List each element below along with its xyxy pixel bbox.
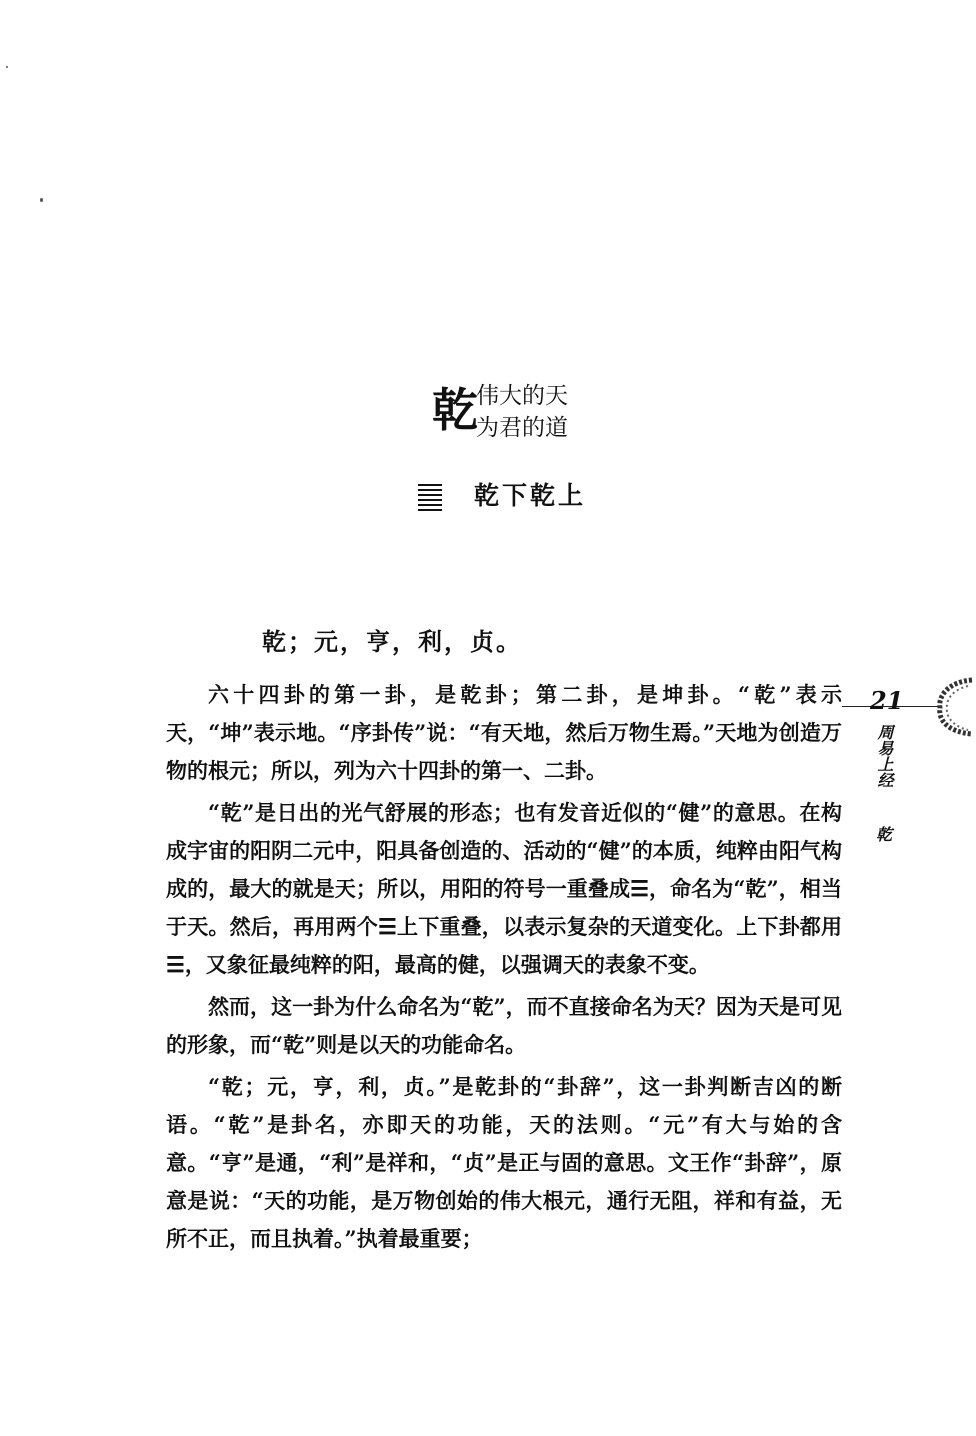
paragraph: 六十四卦的第一卦，是乾卦；第二卦，是坤卦。“乾”表示天，“坤”表示地。“序卦传”说：“有天地，然后万物生焉。”天地为创造万物的根元；所以，列为六十四卦的第一、二卦。 <box>166 682 842 783</box>
paragraph: “乾”是日出的光气舒展的形态；也有发音近似的“健”的意思。在构成宇宙的阳阴二元中，阳具备创造的、活动的“健”的本质，纯粹由阳气构成的，最大的就是天；所以，用阳的符号一重叠成☰，命名为“乾”，相当于天。然后，再用两个☰上下重叠，以表示复杂的天道变化。上下卦都用☰，又象征最纯粹的阳，最高的健，以强调天的表象不变。 <box>166 800 842 977</box>
chapter-subtitle-line-2: 为君的道 <box>476 415 568 441</box>
bracket-ornament-icon <box>922 676 976 738</box>
hexagram-symbol-icon <box>418 484 442 508</box>
paragraph: “乾；元，亨，利，贞。”是乾卦的“卦辞”，这一卦判断吉凶的断语。“乾”是卦名，亦即天的功能，天的法则。“元”有大与始的含意。“亨”是通，“利”是祥和，“贞”是正与固的意思。文王作“卦辞”，原意是说：“天的功能，是万物创始的伟大根元，通行无阻，祥和有益，无所不正，而且执着。”执着最重要； <box>166 1074 842 1251</box>
paragraph: 然而，这一卦为什么命名为“乾”，而不直接命名为天？因为天是可见的形象，而“乾”则是以天的功能命名。 <box>166 994 842 1057</box>
scan-speck <box>6 66 8 68</box>
chapter-title-character: 乾 <box>432 383 478 437</box>
chapter-subtitle-line-1: 伟大的天 <box>476 383 568 409</box>
page-number: 21 <box>870 686 904 715</box>
running-chapter: 乾 <box>876 825 893 844</box>
scan-speck <box>40 198 43 202</box>
chapter-subtitle <box>476 380 568 444</box>
body-text <box>166 676 842 1262</box>
hexagram-label: 乾下乾上 <box>474 481 587 510</box>
running-title: 周易上经 <box>875 724 894 788</box>
hexagram-judgement: 乾；元，亨，利，贞。 <box>262 627 522 656</box>
